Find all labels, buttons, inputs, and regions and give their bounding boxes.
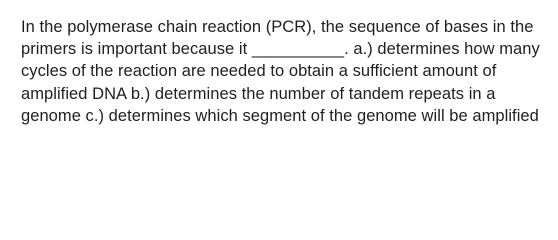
question-text: In the polymerase chain reaction (PCR), the sequence of bases in the primers is important because it __________. a.) determines how many cycles of the reaction are needed to obtain a sufficient amount of amplified DNA b.) determines the number of tandem repeats in a genome c.) determines which segment of the genome will be amplified <box>21 18 540 125</box>
